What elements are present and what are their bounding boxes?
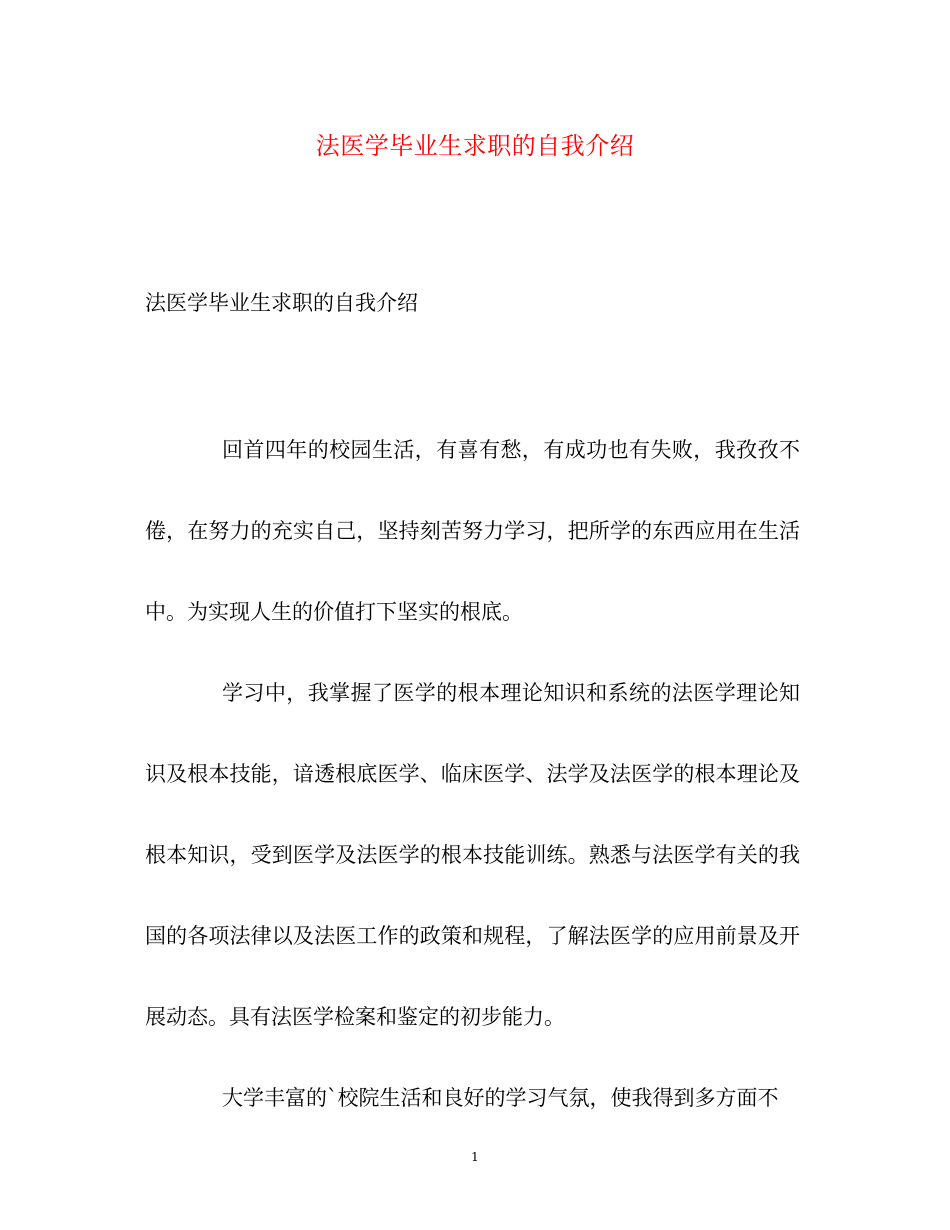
page-title: 法医学毕业生求职的自我介绍: [315, 132, 635, 160]
paragraph-1: 回首四年的校园生活，有喜有愁，有成功也有失败，我孜孜不倦，在努力的充实自己，坚持刻苦努力学习，把所学的东西应用在生活中。为实现人生的价值打下坚实的根底。: [145, 438, 800, 624]
page-number: 1: [471, 1150, 479, 1164]
paragraph-3: 大学丰富的`校院生活和良好的学习气氛，使我得到多方面不: [222, 1086, 779, 1110]
paragraph-2: 学习中，我掌握了医学的根本理论知识和系统的法医学理论知识及根本技能，谙透根底医学、临床医学、法学及法医学的根本理论及根本知识，受到医学及法医学的根本技能训练。熟悉与法医学有关的我国的各项法律以及法医工作的政策和规程，了解法医学的应用前景及开展动态。具有法医学检案和鉴定的初步能力。: [145, 681, 800, 1029]
document-heading: 法医学毕业生求职的自我介绍: [145, 291, 418, 315]
document-body: [145, 410, 800, 1139]
